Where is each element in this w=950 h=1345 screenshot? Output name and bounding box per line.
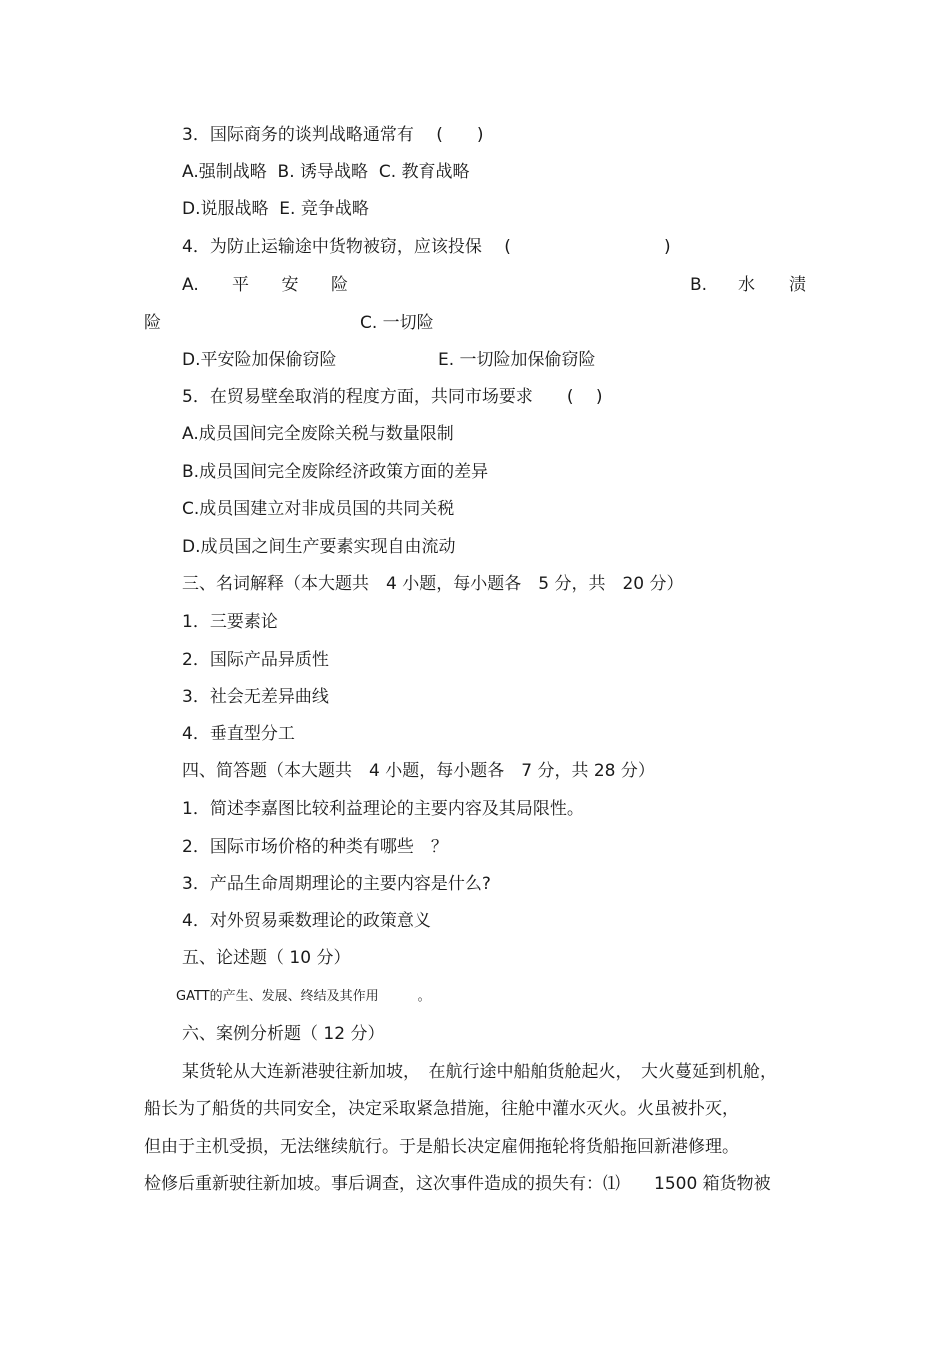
section4-item: 4．对外贸易乘数理论的政策意义 (182, 911, 431, 931)
section3-heading: 三、名词解释（本大题共 4 小题，每小题各 5 分，共 20 分） (182, 574, 684, 594)
q3-options-row1: A.强制战略 B. 诱导战略 C. 教育战略 (182, 162, 470, 182)
q3-options-row2: D.说服战略 E. 竞争战略 (182, 199, 369, 219)
section3-item: 3．社会无差异曲线 (182, 687, 329, 707)
q4-option-b-letter: B. (690, 275, 708, 295)
q4-option-d: D.平安险加保偷窃险 (182, 350, 337, 370)
q4-option-c: C. 一切险 (360, 313, 434, 333)
q4-option-a-char: 安 (281, 275, 299, 295)
section4-heading: 四、简答题（本大题共 4 小题，每小题各 7 分，共 28 分） (182, 761, 655, 781)
case-paragraph-line: 船长为了船货的共同安全，决定采取紧急措施，往舱中灌水灭火。火虽被扑灭， (144, 1099, 739, 1119)
q4-option-a-letter: A. (182, 275, 199, 295)
section4-item: 2．国际市场价格的种类有哪些 ？ (182, 837, 448, 857)
q3-stem: 3．国际商务的谈判战略通常有 ( ) (182, 125, 484, 145)
q4-stem-close: ) (664, 237, 671, 257)
section5-heading: 五、论述题（ 10 分） (182, 948, 351, 968)
q4-option-e: E. 一切险加保偷窃险 (438, 350, 596, 370)
q4-stem: 4．为防止运输途中货物被窃，应该投保 ( (182, 237, 511, 257)
q4-option-b-char: 渍 (789, 275, 806, 295)
section3-item: 2．国际产品异质性 (182, 650, 329, 670)
section4-item: 1．简述李嘉图比较利益理论的主要内容及其局限性。 (182, 799, 584, 819)
section3-item: 4．垂直型分工 (182, 724, 295, 744)
case-paragraph-line: 某货轮从大连新港驶往新加坡， 在航行途中船舶货舱起火， 大火蔓延到机舱， (182, 1062, 777, 1082)
q4-option-b-char: 水 (738, 275, 755, 295)
section5-question: GATT的产生、发展、终结及其作用 。 (176, 989, 431, 1004)
q5-option-b: B.成员国间完全废除经济政策方面的差异 (182, 462, 489, 482)
q4-option-b-text (738, 274, 806, 296)
q5-option-c: C.成员国建立对非成员国的共同关税 (182, 499, 455, 519)
q4-option-a-char: 平 (232, 275, 249, 295)
case-paragraph-line: 但由于主机受损，无法继续航行。于是船长决定雇佣拖轮将货船拖回新港修理。 (144, 1137, 739, 1157)
case-paragraph-line: 检修后重新驶往新加坡。事后调查，这次事件造成的损失有：⑴ 1500 箱货物被 (144, 1174, 771, 1194)
q5-stem: 5．在贸易壁垒取消的程度方面，共同市场要求 ( ) (182, 387, 603, 407)
section4-item: 3．产品生命周期理论的主要内容是什么? (182, 874, 491, 894)
q5-option-a: A.成员国间完全废除关税与数量限制 (182, 424, 454, 444)
q5-option-d: D.成员国之间生产要素实现自由流动 (182, 537, 456, 557)
q4-option-b-tail: 险 (144, 313, 161, 333)
q4-option-a-char: 险 (331, 275, 348, 295)
section6-heading: 六、案例分析题（ 12 分） (182, 1024, 385, 1044)
q4-option-a-text (232, 274, 348, 296)
section3-item: 1．三要素论 (182, 612, 278, 632)
